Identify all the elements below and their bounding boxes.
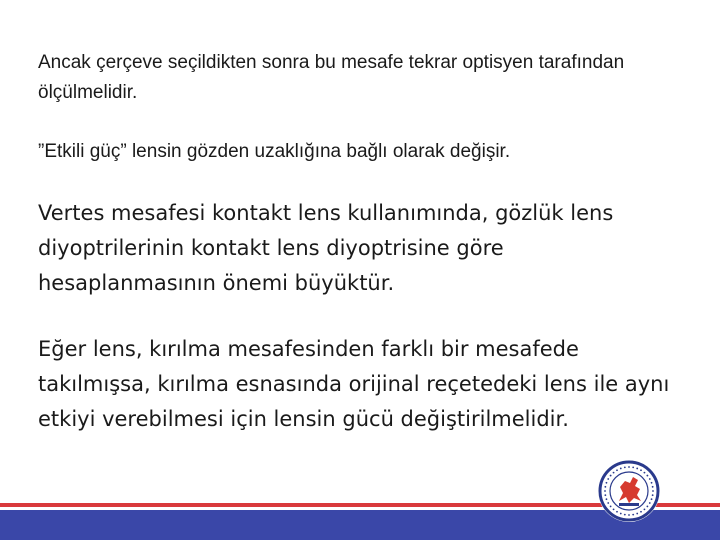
paragraph-lens-power-change: Eğer lens, kırılma mesafesinden farklı bir mesafede takılmışsa, kırılma esnasında orijinal reçetedeki lens ile aynı etkiyi verebilmesi için lensin gücü değiştirilmelidir. <box>38 337 670 431</box>
paragraph-vertex-distance: Vertes mesafesi kontakt lens kullanımında, gözlük lens diyoptrilerinin kontakt lens diyoptrisine göre hesaplanmasının önemi büyüktür. <box>38 201 614 295</box>
paragraph-frame-measurement: Ancak çerçeve seçildikten sonra bu mesafe tekrar optisyen tarafından ölçülmelidir. <box>38 52 625 103</box>
university-seal-icon <box>597 459 661 523</box>
paragraph-effective-power: ”Etkili güç” lensin gözden uzaklığına bağlı olarak değişir. <box>38 141 511 162</box>
